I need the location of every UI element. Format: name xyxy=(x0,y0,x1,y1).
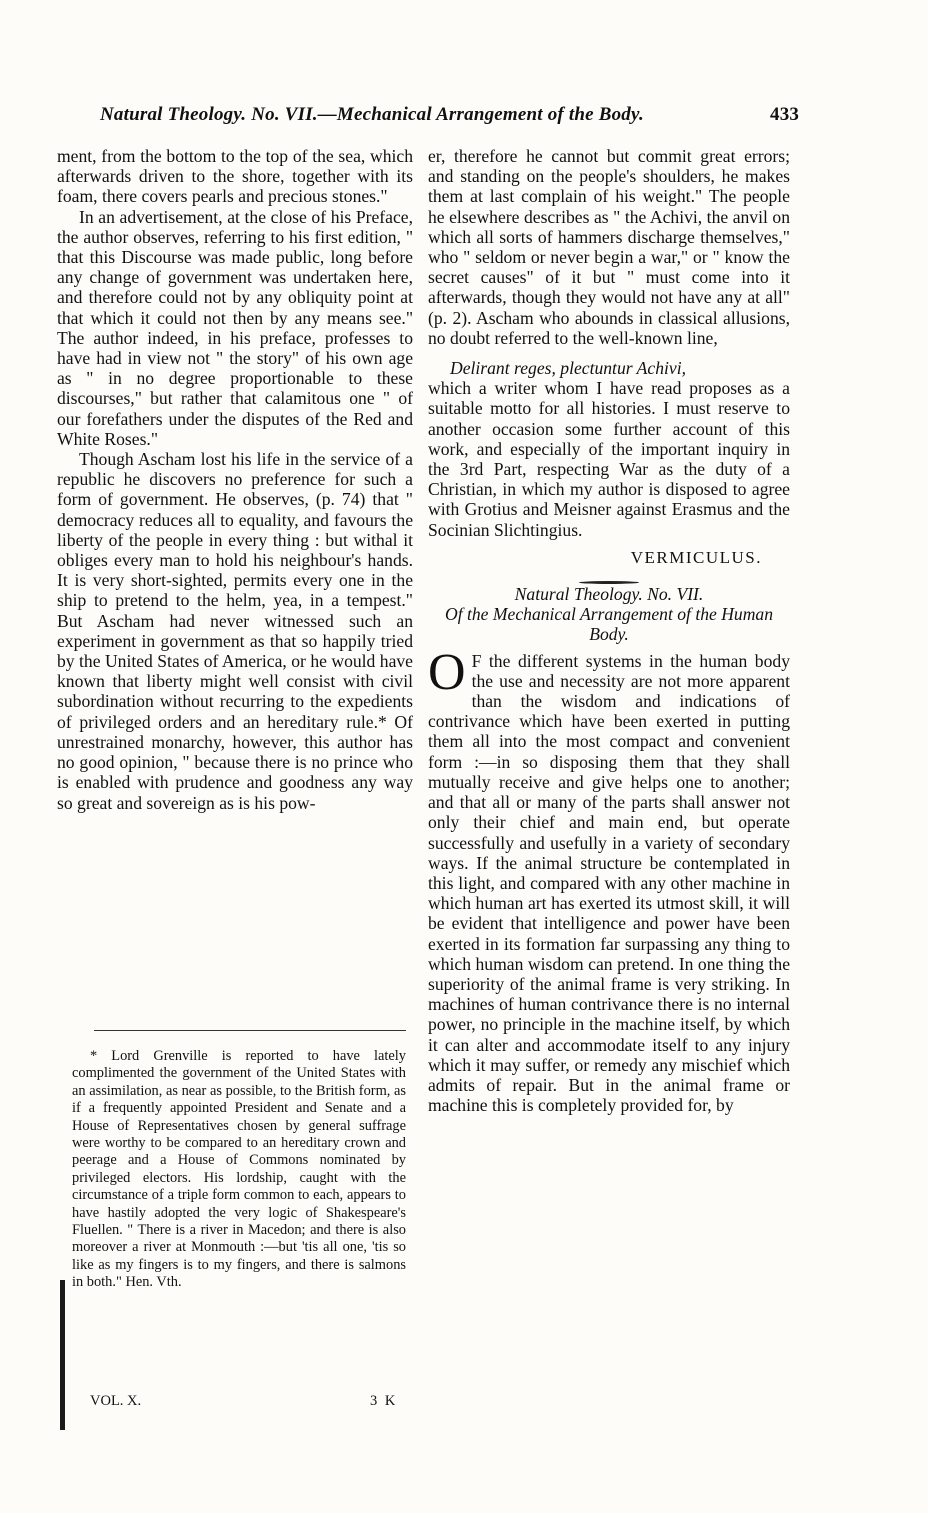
page-edge-shadow xyxy=(60,1280,65,1430)
footnote xyxy=(72,1048,406,1292)
author-signoff: VERMICULUS. xyxy=(630,547,762,567)
footnote-rule xyxy=(94,1030,406,1031)
page-number: 433 xyxy=(770,104,800,125)
signature-mark: 3 K xyxy=(370,1393,398,1409)
volume-mark: VOL. X. xyxy=(90,1393,142,1409)
section-ornament xyxy=(428,570,790,584)
section-body xyxy=(428,643,790,1116)
right-paragraph-1: er, therefore he cannot but commit great errors; and standing on the people's shoulders, he makes them at last complain of his weight." The people he elsewhere describes as " the Achivi, the anvil on which all sorts of hammers discharge themselves," who " seldom or never begin a war," or " know the secret causes" of it but " must come into it afterwards, though they would not have any at all" (p. 2). Ascham who abounds in classical allusions, no doubt referred to the well-known line, xyxy=(428,146,790,348)
drop-cap: O xyxy=(428,643,466,701)
section-title: Natural Theology. No. VII. xyxy=(514,584,704,605)
right-paragraph-2: which a writer whom I have read proposes as a suitable motto for all histories. I must reserve to another occasion some further account of this work, and especially of the important inquiry in the 3rd Part, respecting War as the duty of a Christian, in which my author is disposed to agree with Grotius and Meisner against Erasmus and the Socinian Slichtingius. xyxy=(428,378,790,540)
right-column xyxy=(428,146,790,1115)
left-column xyxy=(57,146,413,813)
section-body-text: F the different systems in the human body the use and necessity are not more apparent than the wisdom and indications of contrivance which have been exerted in putting them all into the most compact and convenient form :—in so disposing them that they shall mutually receive and give helps one to another; and that all or many of the parts shall answer not only their chief and main end, but operate successfully and usefully in a variety of secondary ways. If the animal structure be contemplated in this light, and compared with any other machine in which human art has exerted its utmost skill, it will be evident that intelligence and power have been exerted in its formation far surpassing any thing to which human wisdom can pretend. In one thing the superiority of the animal frame is very striking. In machines of human contrivance there is no internal power, no principle in the machine itself, by which it can alter and accommodate itself to any injury which it may suffer, or remedy any mischief which admits of repair. But in the animal frame or machine this is completely provided for, by xyxy=(428,650,790,1116)
footnote-text: * Lord Grenville is reported to have lately complimented the government of the United States with an assimilation, as near as possible, to the British form, as if a frequently appointed President and Senate and a House of Representatives chosen by general suffrage were worthy to be compared to an hereditary crown and peerage and a House of Commons nominated by privileged electors. His lordship, caught with the circumstance of a triple form common to each, appears to have hastily adopted the very logic of Shakespeare's Fluellen. " There is a river in Macedon; and there is also moreover a river at Monmouth :—but 'tis all one, 'tis so like as my fingers is to my fingers, and there is salmons in both." Hen. Vth. xyxy=(72,1048,406,1291)
header-title: Natural Theology. No. VII.—Mechanical Arrangement of the Body. xyxy=(100,104,644,125)
left-paragraph-2: In an advertisement, at the close of his Preface, the author observes, referring to his first edition, " that this Discourse was made public, long before any change of government was undertaken here, and therefore could not by any obliquity point at that which it could not then by any means see." The author indeed, in his preface, professes to have had in view not " the story" of his own age as " in no degree proportionable to these discourses," but rather that calamitous one " of our forefathers under the disputes of the Red and White Roses." xyxy=(57,206,413,449)
running-header xyxy=(100,104,800,126)
latin-quote: Delirant reges, plectuntur Achivi, xyxy=(450,358,687,379)
section-subtitle: Of the Mechanical Arrangement of the Human Body. xyxy=(444,604,774,645)
left-paragraph-1: ment, from the bottom to the top of the sea, which afterwards driven to the shore, together with its foam, there covers pearls and precious stones." xyxy=(57,146,413,207)
signature-line xyxy=(90,1393,406,1410)
left-paragraph-3: Though Ascham lost his life in the service of a republic he discovers no preference for such a form of government. He observes, (p. 74) that " democracy reduces all to equality, and favours the liberty of the people in every thing : but withal it obliges every man to hold his neighbour's hands. It is very short-sighted, permits every one in the ship to pretend to the helm, yea, in a tempest." But Ascham had never witnessed such an experiment in government as that so happily tried by the United States of America, or he would have known that liberty might well consist with civil subordination without recurring to the expedients of privileged orders and an hereditary rule.* Of unrestrained monarchy, however, this author has no good opinion, " because there is no prince who is enabled with prudence and goodness any way so great and sovereign as is his pow- xyxy=(57,449,413,813)
